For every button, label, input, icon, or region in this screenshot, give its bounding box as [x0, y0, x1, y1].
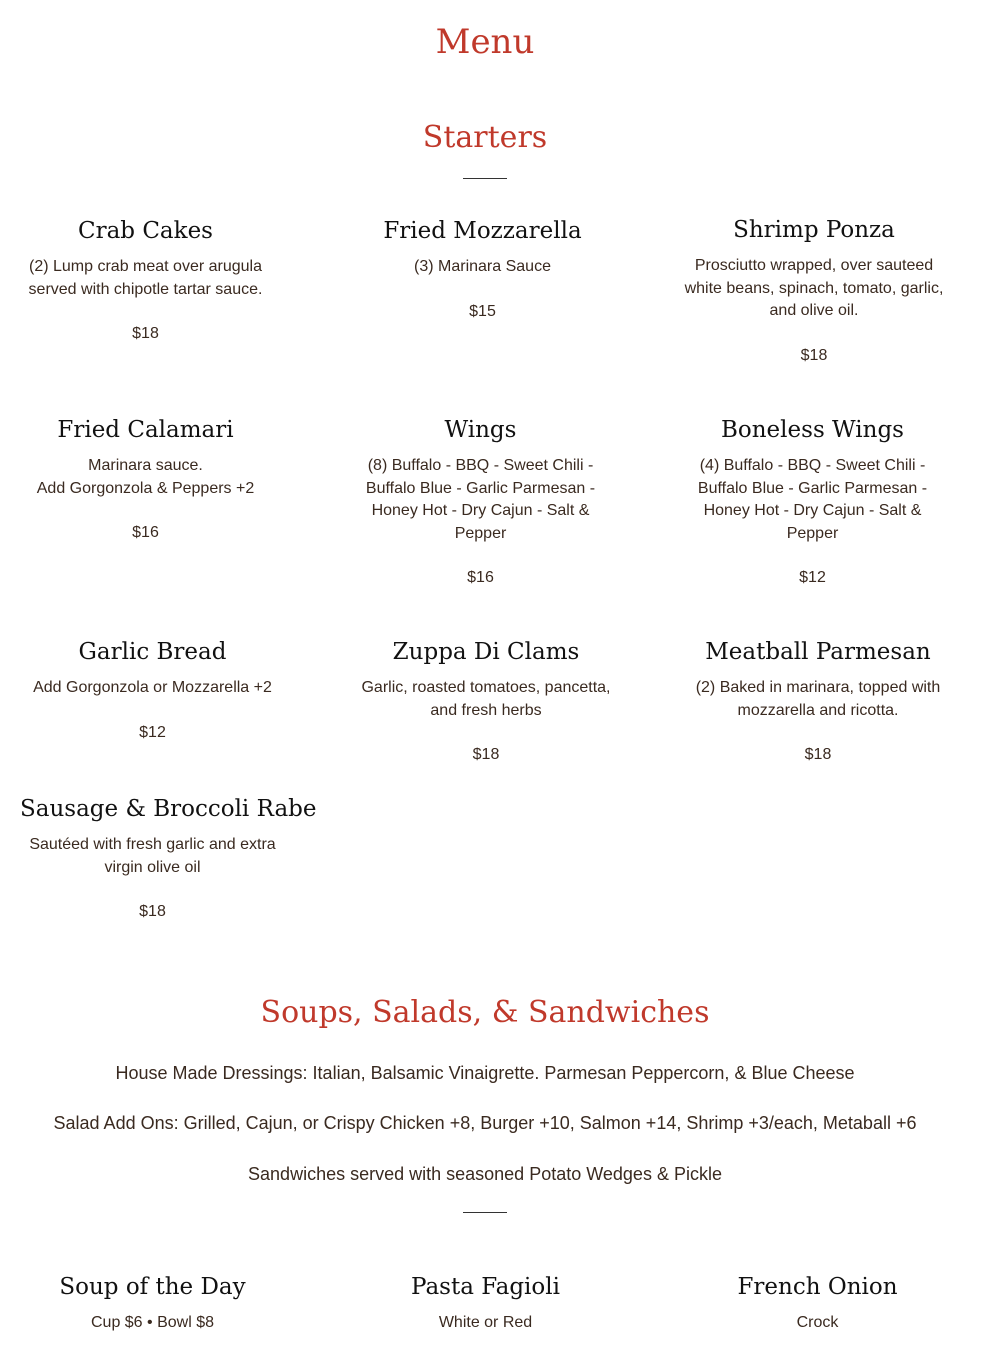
menu-item-shrimp-ponza	[679, 215, 949, 367]
item-description: Crock	[796, 1314, 839, 1331]
item-description: Cup $6 • Bowl $8	[90, 1314, 214, 1331]
item-price: $12	[799, 569, 826, 586]
menu-item-garlic-bread	[20, 637, 285, 744]
item-name: Boneless Wings	[721, 417, 904, 443]
item-name: Meatball Parmesan	[705, 639, 931, 665]
item-description: Sautéed with fresh garlic and extra virgin olive oil	[29, 836, 276, 876]
item-name: Fried Mozzarella	[383, 218, 582, 244]
item-price: $18	[139, 903, 166, 920]
menu-item-boneless-wings	[690, 415, 935, 589]
item-price: $12	[139, 723, 166, 741]
menu-item-wings	[358, 415, 603, 589]
item-description: Prosciutto wrapped, over sauteed white beans, spinach, tomato, garlic, and olive oil.	[684, 257, 944, 319]
menu-item-fried-mozzarella	[355, 216, 610, 323]
item-name: Garlic Bread	[78, 639, 227, 665]
item-name: Crab Cakes	[77, 218, 213, 244]
item-price: $18	[472, 746, 500, 763]
item-description: (2) Lump crab meat over arugula served with chipotle tartar sauce.	[28, 258, 263, 298]
item-name: Fried Calamari	[57, 417, 234, 443]
item-name: Wings	[444, 417, 517, 443]
item-description: (2) Baked in marinara, topped with mozzarella and ricotta.	[695, 679, 941, 719]
salad-add-ons-note: Salad Add Ons: Grilled, Cajun, or Crispy Chicken +8, Burger +10, Salmon +14, Shrimp +3/each, Metaball +6	[53, 1113, 917, 1133]
soups-salads-section-title: Soups, Salads, & Sandwiches	[260, 995, 710, 1030]
item-description: (3) Marinara Sauce	[414, 258, 551, 275]
item-price: $16	[467, 569, 494, 586]
menu-item-zuppa-di-clams	[356, 637, 616, 766]
item-name: Zuppa Di Clams	[392, 639, 580, 665]
item-price: $18	[804, 746, 832, 763]
menu-item-french-onion	[695, 1272, 940, 1335]
item-name: French Onion	[737, 1274, 898, 1300]
page-title: Menu	[435, 22, 535, 62]
item-price: $16	[132, 524, 159, 541]
dressings-note: House Made Dressings: Italian, Balsamic Vinaigrette. Parmesan Peppercorn, & Blue Cheese	[115, 1063, 855, 1083]
item-name: Shrimp Ponza	[733, 217, 895, 243]
menu-item-meatball-parmesan	[688, 637, 948, 766]
item-description: (4) Buffalo - BBQ - Sweet Chili - Buffalo Blue - Garlic Parmesan - Honey Hot - Dry Cajun - Salt & Pepper	[697, 457, 928, 542]
sandwiches-note: Sandwiches served with seasoned Potato Wedges & Pickle	[248, 1164, 722, 1184]
starters-section-title: Starters	[422, 120, 548, 155]
menu-item-fried-calamari	[18, 415, 273, 544]
item-description: White or Red	[438, 1314, 533, 1331]
item-name: Soup of the Day	[59, 1274, 246, 1300]
item-description: Garlic, roasted tomatoes, pancetta, and fresh herbs	[361, 679, 611, 719]
menu-item-pasta-fagioli	[363, 1272, 608, 1335]
item-description: Add Gorgonzola or Mozzarella +2	[33, 679, 272, 696]
item-description: Marinara sauce. Add Gorgonzola & Peppers +2	[36, 457, 255, 497]
item-name: Pasta Fagioli	[411, 1274, 560, 1300]
menu-item-sausage-broccoli-rabe	[20, 794, 317, 923]
item-price: $18	[132, 325, 159, 342]
soups-salads-divider	[463, 1212, 507, 1213]
menu-item-crab-cakes	[18, 216, 273, 345]
item-name: Sausage & Broccoli Rabe	[20, 796, 317, 822]
menu-item-soup-of-the-day	[30, 1272, 275, 1335]
starters-divider	[463, 178, 507, 179]
item-price: $18	[800, 346, 828, 364]
item-description: (8) Buffalo - BBQ - Sweet Chili - Buffalo Blue - Garlic Parmesan - Honey Hot - Dry Cajun - Salt & Pepper	[365, 457, 596, 542]
item-price: $15	[469, 302, 496, 320]
